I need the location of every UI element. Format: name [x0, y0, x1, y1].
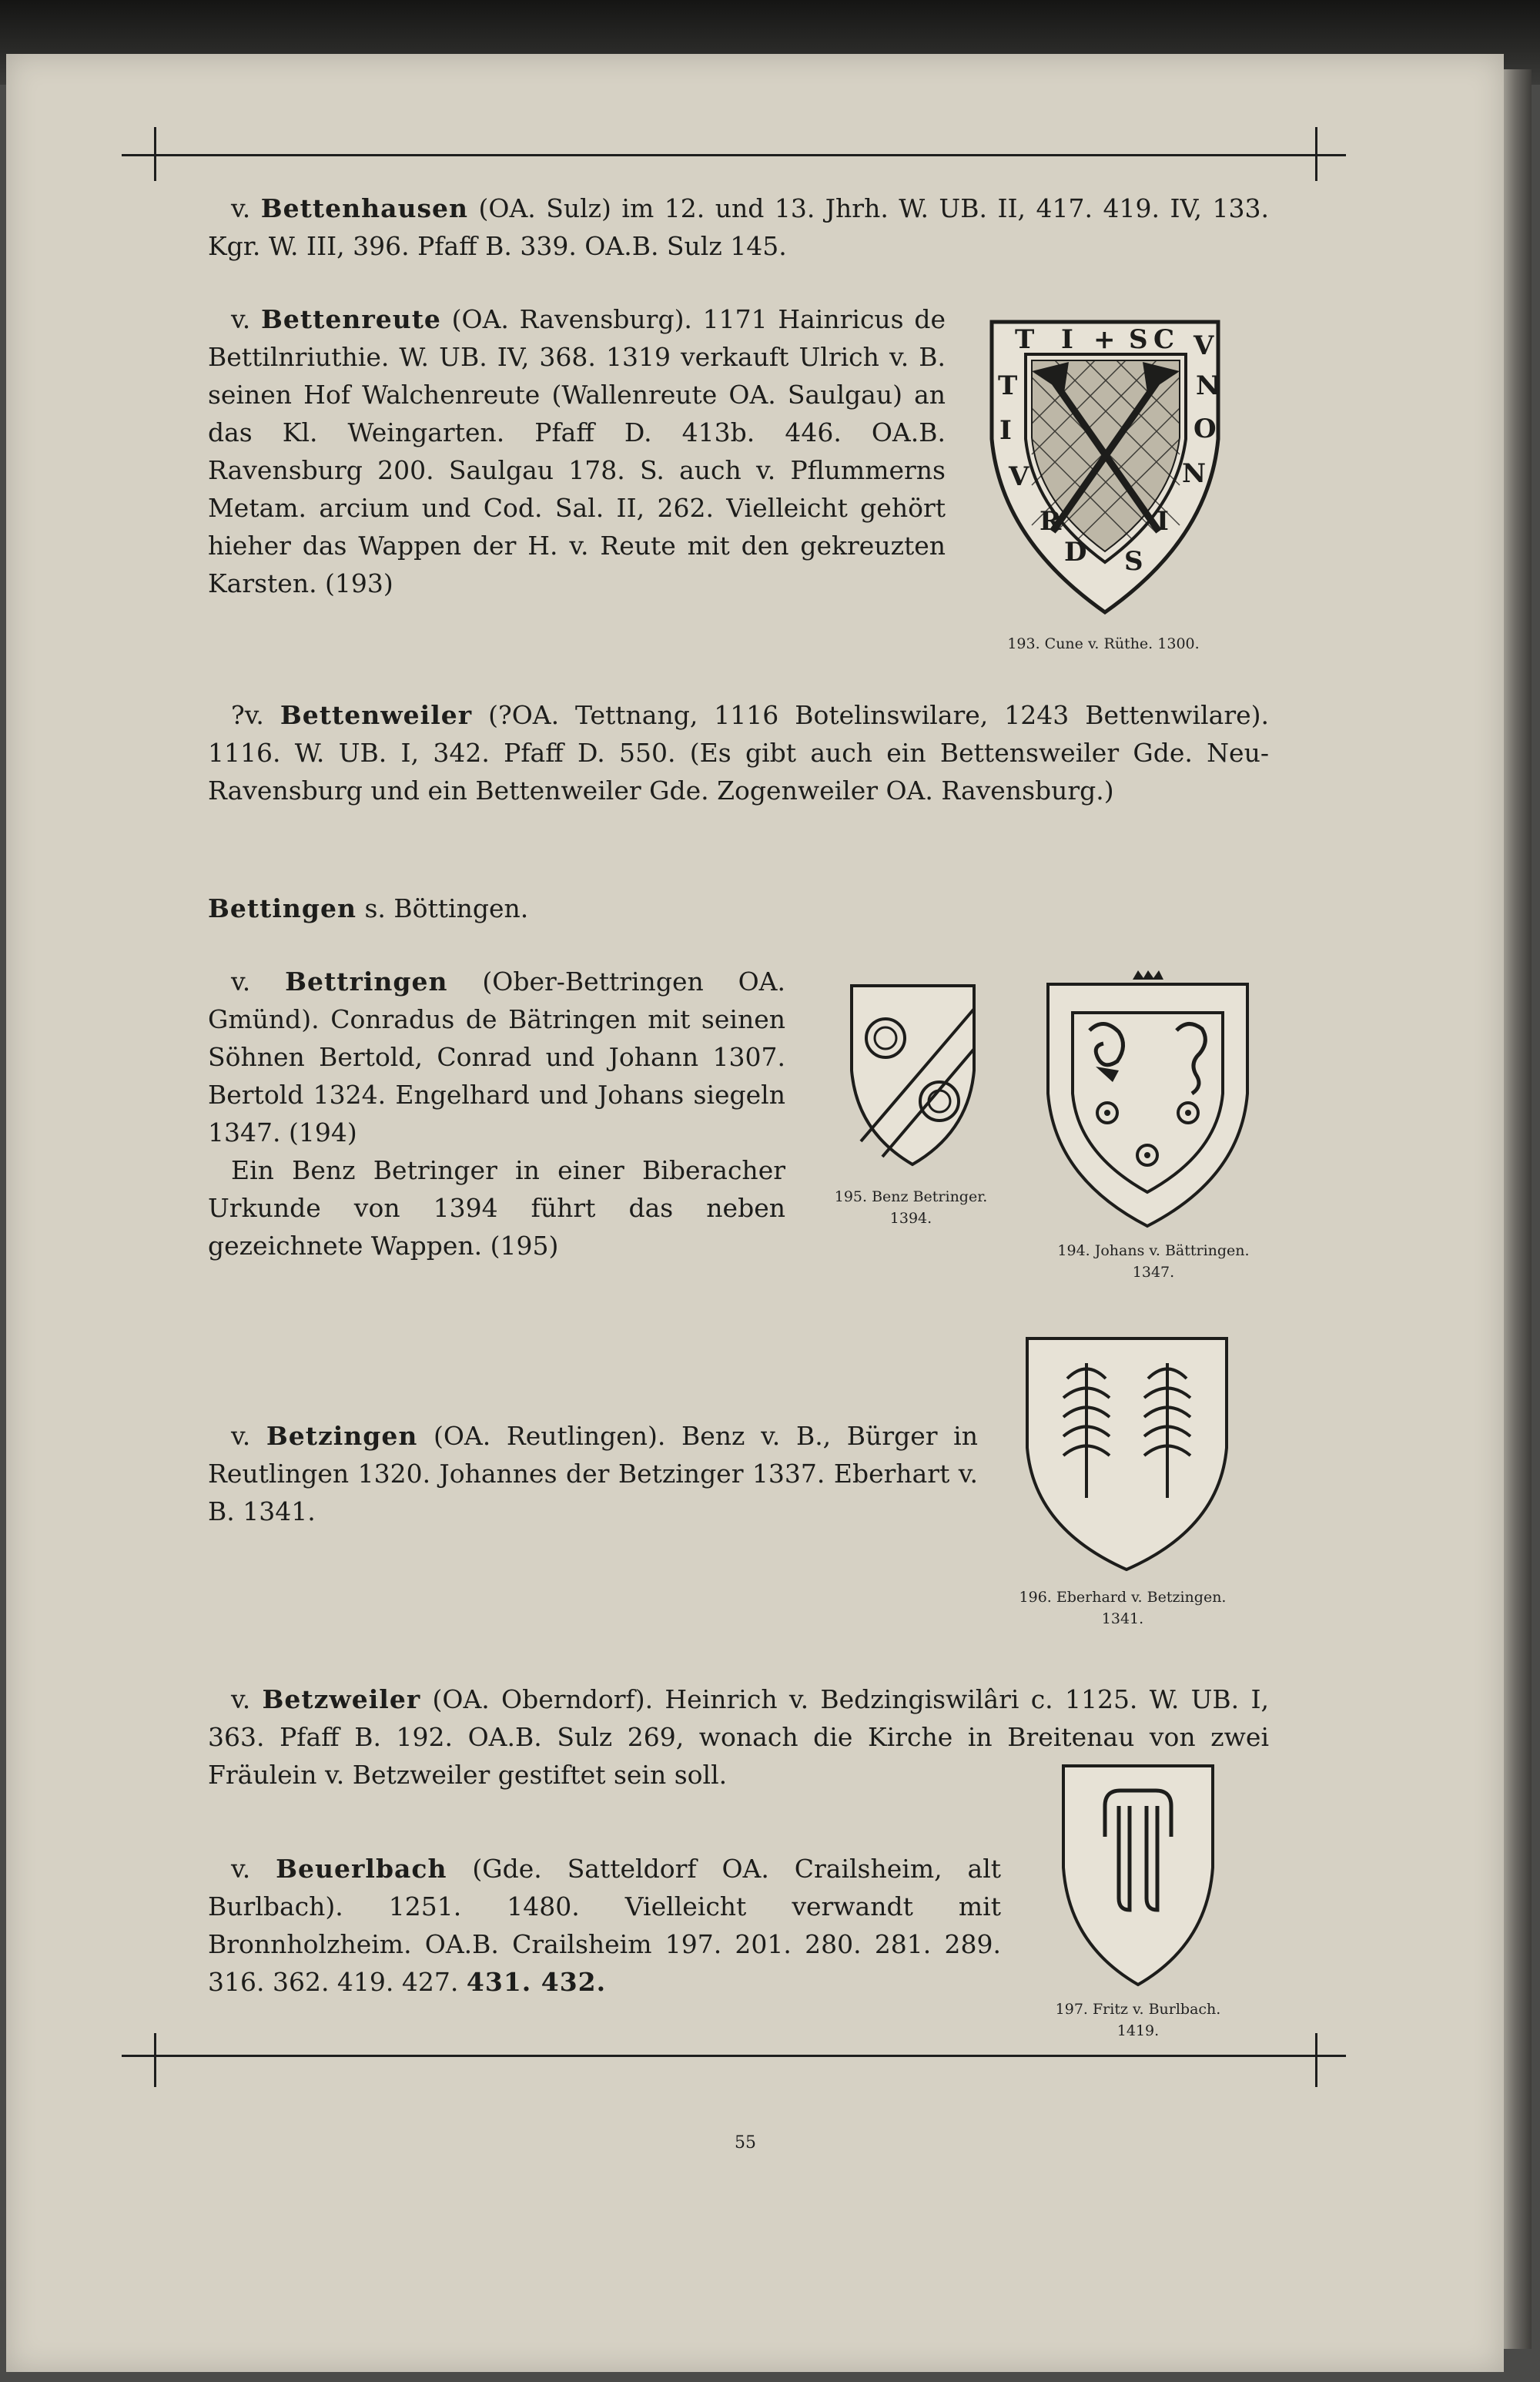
entry-bettenreute [208, 300, 946, 602]
seal-letter: N [1196, 370, 1220, 401]
left-rule-bottom [154, 2033, 156, 2087]
shield-image-195 [845, 978, 980, 1171]
caption-fig196: 196. Eberhard v. Betzingen. 1341. [1019, 1589, 1227, 1627]
entry-bettringen-continued [208, 1151, 785, 1265]
seal-letter: I [1157, 506, 1169, 537]
seal-image-193 [978, 308, 1232, 632]
entry-bettingen [208, 893, 528, 923]
entry-prefix: v. [231, 967, 251, 997]
caption-fig197: 197. Fritz v. Burlbach. 1419. [1055, 2001, 1221, 2039]
entry-headword: Betzweiler [262, 1684, 421, 1714]
seal-letter: V [1194, 330, 1214, 361]
entry-bettenhausen [208, 189, 1269, 265]
entry-headword: Bettenhausen [260, 193, 469, 223]
entry-headword: Beuerlbach [276, 1854, 447, 1884]
entry-headword: Betzingen [266, 1421, 418, 1451]
shield-figure-197 [1057, 1760, 1219, 1991]
caption-fig193: 193. Cune v. Rüthe. 1300. [1007, 635, 1200, 652]
seal-letter: I [1061, 324, 1073, 355]
seal-letter: C [1153, 324, 1175, 355]
entry-text: s. Böttingen. [364, 893, 529, 923]
entry-bettringen [208, 963, 785, 1151]
shield-figure-196 [1021, 1332, 1233, 1575]
entry-text: (OA. Reutlingen). Benz v. B., Bürger in Reutlingen 1320. Johannes der Betzinger 1337. Eberhart v. B. 1341. [208, 1421, 978, 1526]
entry-text-2: Ein Benz Betringer in einer Biberacher Urkunde von 1394 führt das neben gezeichnete Wappen. (195) [208, 1155, 785, 1261]
left-rule-top [154, 127, 156, 181]
shield-image-194 [1042, 970, 1254, 1232]
seal-letter: O [1194, 414, 1217, 444]
seal-letter: R [1040, 506, 1062, 537]
shield-figure-195 [845, 978, 980, 1171]
entry-text: (Ober-Bettringen OA. Gmünd). Conradus de Bätringen mit seinen Söhnen Bertold, Conrad und Johann 1307. Bertold 1324. Engelhard und Johans siegeln 1347. (194) [208, 967, 786, 1147]
right-rule-top [1315, 127, 1317, 181]
shield-image-196 [1021, 1332, 1233, 1575]
top-rule [122, 154, 1346, 156]
seal-letter: T [1015, 324, 1035, 355]
entry-prefix: v. [231, 1854, 251, 1884]
caption-fig195: 195. Benz Betringer. 1394. [834, 1188, 988, 1227]
entry-text: (Gde. Satteldorf OA. Crailsheim, alt Burlbach). 1251. 1480. Vielleicht verwandt mit Bronnholzheim. OA.B. Crailsheim 197. 201. 280. 281. 289. 316. 362. 419. 427. [208, 1854, 1002, 1997]
entry-text: (OA. Ravensburg). 1171 Hainricus de Bettilnriuthie. W. UB. IV, 368. 1319 verkauft Ulrich v. B. seinen Hof Walchenreute (Wallenreute OA. Saulgau) an das Kl. Weingarten. Pfaff D. 413b. 446. OA.B. Ravensburg 200. Saulgau 178. S. auch v. Pflummerns Metam. arcium und Cod. Sal. II, 262. Vielleicht gehört hieher das Wappen der H. v. Reute mit den gekreuzten Karsten. (193) [208, 304, 946, 598]
page-number: 55 [735, 2133, 756, 2153]
entry-prefix: v. [231, 1421, 251, 1451]
seal-letter: I [999, 415, 1012, 446]
page-edge-shadow [1504, 69, 1532, 2349]
shield-figure-194 [1042, 970, 1254, 1232]
seal-letter: S [1124, 546, 1143, 577]
entry-prefix: v. [231, 193, 251, 223]
bottom-rule [122, 2055, 1346, 2057]
entry-prefix: ?v. [231, 700, 264, 730]
entry-betzingen [208, 1417, 978, 1530]
entry-prefix: v. [231, 1684, 251, 1714]
entry-prefix: v. [231, 304, 251, 334]
entry-headword: Bettenweiler [280, 700, 473, 730]
entry-headword: Bettenreute [260, 304, 441, 334]
seal-letter: D [1064, 537, 1087, 568]
caption-fig194: 194. Johans v. Bättringen. 1347. [1057, 1242, 1250, 1281]
seal-letter: V [1009, 461, 1029, 492]
shield-image-197 [1057, 1760, 1219, 1991]
entry-text: (?OA. Tettnang, 1116 Botelinswilare, 1243 Bettenwilare). 1116. W. UB. I, 342. Pfaff D. 550. (Es gibt auch ein Bettensweiler Gde. Neu-Ravensburg und ein Bettenweiler Gde. Zogenweiler OA. Ravensburg.) [208, 700, 1269, 806]
entry-beuerlbach [208, 1850, 1001, 2001]
entry-bettenweiler [208, 696, 1269, 809]
seal-letter: T [998, 370, 1018, 401]
seal-letter: S [1129, 324, 1148, 355]
entry-headword: Bettringen [285, 967, 448, 997]
right-rule-bottom [1315, 2033, 1317, 2087]
entry-headword: Bettingen [208, 893, 357, 923]
entry-text: (OA. Sulz) im 12. und 13. Jhrh. W. UB. II, 417. 419. IV, 133. Kgr. W. III, 396. Pfaff B. 339. OA.B. Sulz 145. [208, 193, 1269, 261]
entry-text: (OA. Oberndorf). Heinrich v. Bedzingiswilâri c. 1125. W. UB. I, 363. Pfaff B. 192. OA.B. Sulz 269, wonach die Kirche in Breitenau von zwei Fräulein v. Betzweiler gestiftet sein soll. [208, 1684, 1269, 1790]
seal-letter: N [1182, 458, 1207, 489]
entry-bold-tail: 431. 432. [466, 1967, 607, 1997]
book-page [6, 54, 1504, 2372]
seal-figure-193 [978, 308, 1232, 632]
seal-letter: + [1093, 324, 1116, 355]
